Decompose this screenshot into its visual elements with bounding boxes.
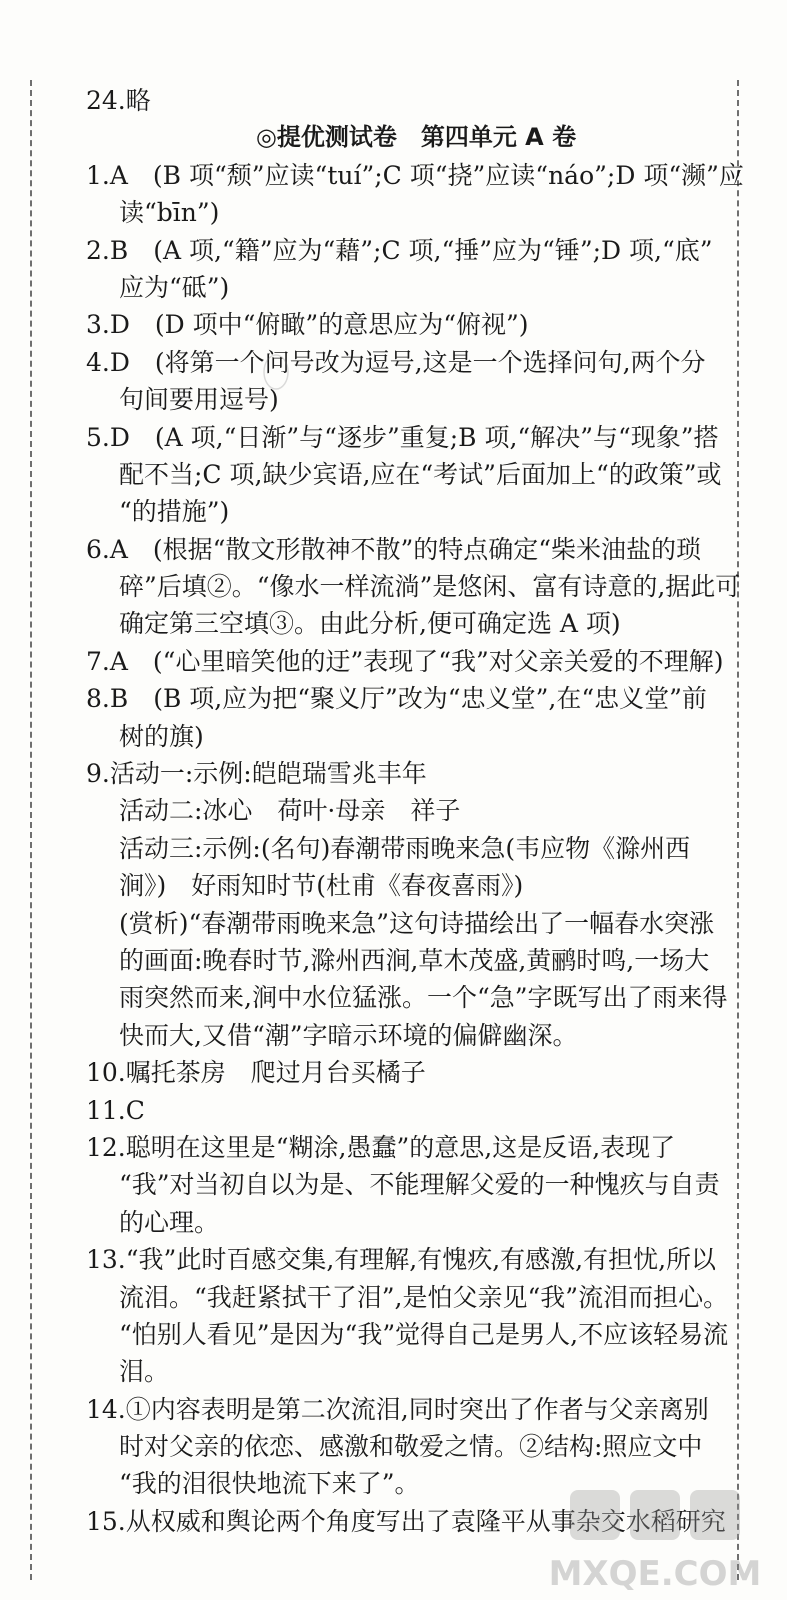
answer-line: 读“bīn”) [119,198,220,228]
answer-line: 2.B (A 项,“籍”应为“藉”;C 项,“捶”应为“锤”;D 项,“底” [86,235,713,265]
left-dashed-rule [30,80,32,1580]
answer-line: 活动二:冰心 荷叶·母亲 祥子 [119,796,461,826]
answer-content [86,82,744,1540]
answer-line: 确定第三空填③。由此分析,便可确定选 A 项) [119,609,621,639]
section-title: ◎提优测试卷 第四单元 A 卷 [255,123,577,152]
answer-line: 快而大,又借“潮”字暗示环境的偏僻幽深。 [119,1020,578,1050]
answer-line: 1.A (B 项“颓”应读“tuí”;C 项“挠”应读“náo”;D 项“濒”应 [86,160,744,190]
answer-line: 碎”后填②。“像水一样流淌”是悠闲、富有诗意的,据此可 [119,572,741,602]
answer-line: 配不当;C 项,缺少宾语,应在“考试”后面加上“的政策”或 [119,459,722,489]
answer-line: 15.从权威和舆论两个角度写出了袁隆平从事杂交水稻研究 [86,1506,726,1536]
answer-line: “我”对当初自以为是、不能理解父爱的一种愧疚与自责 [119,1170,720,1200]
faint-stamp-icon [262,352,290,392]
answer-line: 4.D (将第一个问号改为逗号,这是一个选择问句,两个分 [86,347,706,377]
answer-line: “的措施”) [119,497,230,527]
answer-line: 5.D (A 项,“日渐”与“逐步”重复;B 项,“解决”与“现象”搭 [86,422,719,452]
answer-line: 应为“砥”) [119,272,230,302]
answer-line: 11.C [86,1095,145,1125]
answer-line: 的画面:晚春时节,滁州西涧,草木茂盛,黄鹂时鸣,一场大 [119,945,710,975]
answer-line: “怕别人看见”是因为“我”觉得自己是男人,不应该轻易流 [119,1319,729,1349]
right-dashed-rule [737,80,739,1580]
answer-line: 14.①内容表明是第二次流泪,同时突出了作者与父亲离别 [86,1394,709,1424]
answer-line: “我的泪很快地流下来了”。 [119,1469,420,1499]
answer-line: 10.嘱托茶房 爬过月台买橘子 [86,1058,426,1088]
answer-line: 时对父亲的依恋、感激和敬爱之情。②结构:照应文中 [119,1432,703,1462]
answer-line: 泪。 [119,1357,170,1387]
answer-line: 12.聪明在这里是“糊涂,愚蠢”的意思,这是反语,表现了 [86,1132,676,1162]
answer-line: 13.“我”此时百感交集,有理解,有愧疚,有感激,有担忧,所以 [86,1245,717,1275]
answer-lines [86,157,744,1540]
answer-line: (赏析)“春潮带雨晚来急”这句诗描绘出了一幅春水突涨 [119,908,715,938]
answer-line: 6.A (根据“散文形散神不散”的特点确定“柴米油盐的琐 [86,534,702,564]
answer-line: 涧》) 好雨知时节(杜甫《春夜喜雨》) [119,871,524,901]
answer-line: 9.活动一:示例:皑皑瑞雪兆丰年 [86,759,427,789]
watermark-text: MXQE.COM [548,1554,762,1594]
answer-line: 树的旗) [119,721,204,751]
answer-line: 雨突然而来,涧中水位猛涨。一个“急”字既写出了雨来得 [119,983,728,1013]
answer-line: 的心理。 [119,1207,220,1237]
answer-line: 8.B (B 项,应为把“聚义厅”改为“忠义堂”,在“忠义堂”前 [86,684,707,714]
answer-line: 7.A (“心里暗笑他的迂”表现了“我”对父亲关爱的不理解) [86,646,724,676]
site-watermark-logo [530,1470,780,1600]
answer-line: 流泪。“我赶紧拭干了泪”,是怕父亲见“我”流泪而担心。 [119,1282,729,1312]
header-item: 24.略 [86,86,151,115]
answer-line: 活动三:示例:(名句)春潮带雨晚来急(韦应物《滁州西 [119,833,691,863]
answer-line: 3.D (D 项中“俯瞰”的意思应为“俯视”) [86,310,529,340]
answer-line: 句间要用逗号) [119,385,279,415]
